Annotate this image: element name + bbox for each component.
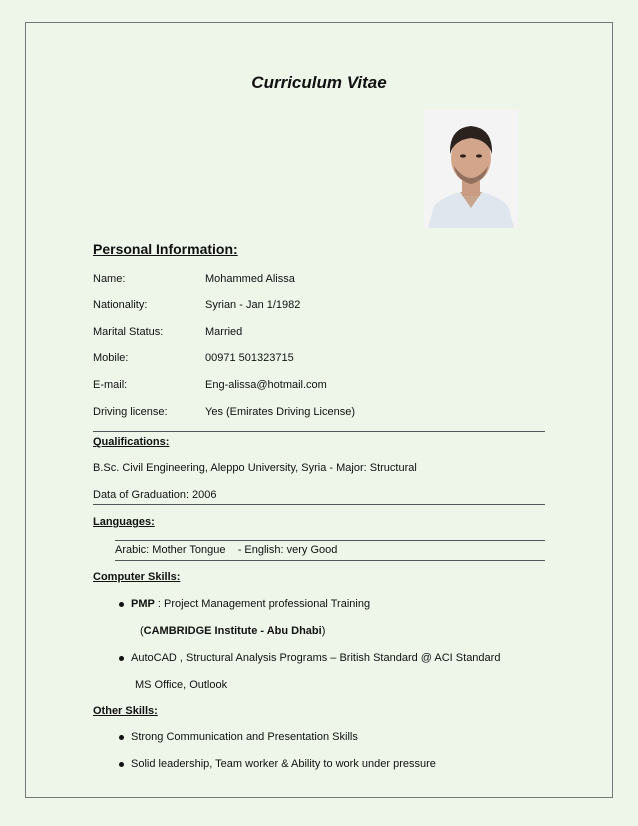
pmp-institute-line — [140, 625, 325, 637]
divider — [115, 560, 545, 561]
label-marital-status: Marital Status: — [93, 326, 164, 338]
profile-photo — [424, 110, 518, 228]
value-mobile: 00971 501323715 — [205, 352, 294, 364]
value-name: Mohammed Alissa — [205, 273, 295, 285]
value-driving-license: Yes (Emirates Driving License) — [205, 406, 355, 418]
other-skill-item: Solid leadership, Team worker & Ability to work under pressure — [131, 758, 436, 770]
other-skill-item: Strong Communication and Presentation Skills — [131, 731, 358, 743]
bullet-icon — [119, 656, 124, 661]
pmp-item — [131, 598, 370, 610]
office-item: MS Office, Outlook — [135, 679, 228, 691]
pmp-institute: CAMBRIDGE Institute - Abu Dhabi — [143, 625, 322, 637]
divider — [93, 504, 545, 505]
personal-info-heading: Personal Information: — [93, 241, 238, 257]
label-mobile: Mobile: — [93, 352, 129, 364]
graduation-text: Data of Graduation: 2006 — [93, 489, 217, 501]
languages-heading: Languages: — [93, 516, 155, 528]
languages-text: Arabic: Mother Tongue - English: very Good — [115, 544, 338, 556]
document-title: Curriculum Vitae — [251, 73, 387, 92]
computer-skills-heading: Computer Skills: — [93, 571, 181, 583]
paren-close: ) — [321, 625, 326, 637]
divider — [115, 540, 545, 541]
divider — [93, 431, 545, 432]
pmp-label: PMP — [131, 598, 155, 610]
other-skills-heading: Other Skills: — [93, 705, 158, 717]
bullet-icon — [119, 735, 124, 740]
label-driving-license: Driving license: — [93, 406, 168, 418]
label-email: E-mail: — [93, 379, 128, 391]
value-nationality: Syrian - Jan 1/1982 — [205, 299, 301, 311]
bullet-icon — [119, 762, 124, 767]
autocad-item: AutoCAD , Structural Analysis Programs – British Standard @ ACI Standard — [131, 652, 501, 664]
label-name: Name: — [93, 273, 126, 285]
value-email: Eng-alissa@hotmail.com — [205, 379, 327, 391]
label-nationality: Nationality: — [93, 299, 148, 311]
qualifications-heading: Qualifications: — [93, 436, 170, 448]
pmp-description: : Project Management professional Training — [154, 598, 371, 610]
paren-open: ( — [140, 625, 144, 637]
value-marital-status: Married — [205, 326, 243, 338]
bullet-icon — [119, 602, 124, 607]
degree-text: B.Sc. Civil Engineering, Aleppo University, Syria - Major: Structural — [93, 462, 417, 474]
portrait-image — [424, 110, 518, 228]
